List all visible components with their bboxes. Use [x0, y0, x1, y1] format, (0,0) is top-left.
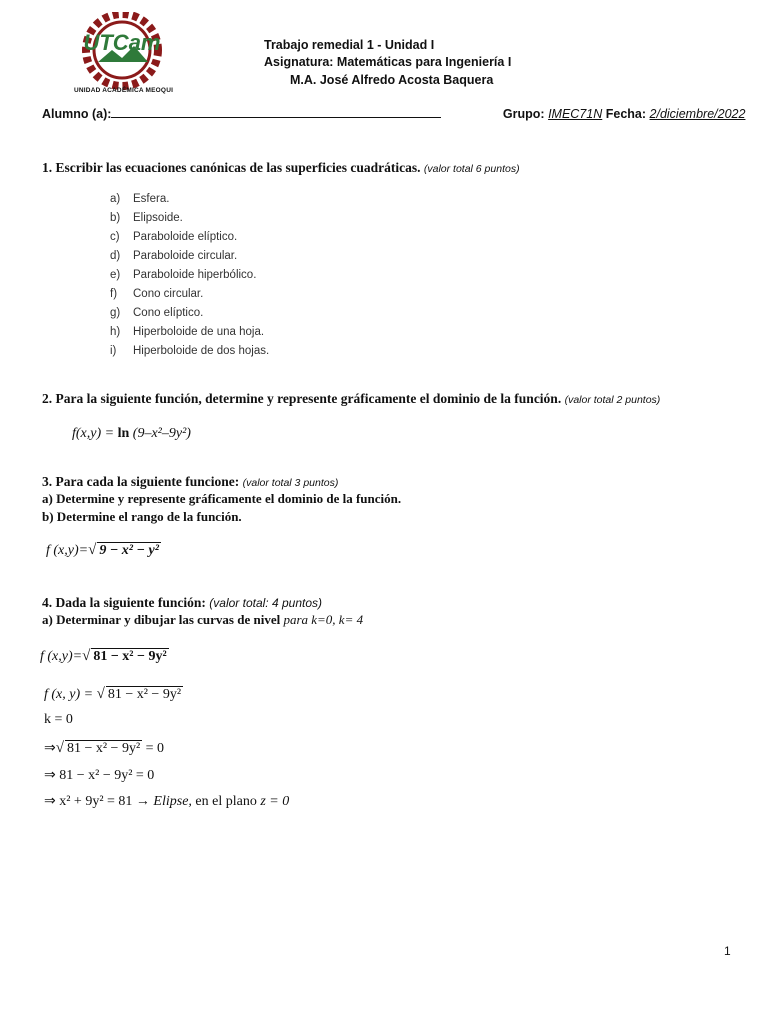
student-info-line	[42, 106, 745, 121]
solution-line-1: f (x, y) = √ 81 − x² − 9y²	[44, 686, 182, 702]
list-item: a) Esfera.	[110, 193, 170, 205]
teacher-line: M.A. José Alfredo Acosta Baquera	[290, 73, 494, 87]
fecha-value: 2/diciembre/2022	[649, 107, 746, 121]
grupo-value: IMEC71N	[548, 107, 603, 121]
solution-line-4: ⇒ 81 − x² − 9y² = 0	[44, 768, 155, 783]
question-3-text: 3. Para cada la siguiente funcione:	[42, 474, 240, 489]
question-1-title	[42, 160, 520, 176]
logo-caption: UNIDAD ACADÉMICA MEOQUI	[74, 87, 174, 94]
list-item: e) Paraboloide hiperbólico.	[110, 269, 257, 281]
list-item: h) Hiperboloide de una hoja.	[110, 326, 265, 338]
fecha-label: Fecha:	[605, 107, 647, 121]
grupo-label: Grupo:	[502, 107, 545, 121]
question-1-note: (valor total 6 puntos)	[423, 163, 520, 175]
question-4-function: f (x,y)=√ 81 − x² − 9y²	[40, 648, 167, 664]
solution-line-2: k = 0	[44, 712, 73, 727]
subject-line: Asignatura: Matemáticas para Ingeniería I	[264, 55, 512, 69]
question-3-function: f (x,y)=√ 9 − x² − y²	[46, 542, 159, 558]
question-4-part-a: a) Determinar y dibujar las curvas de nivel para k=0, k= 4	[42, 612, 364, 627]
question-3-part-a: a) Determine y represente gráficamente el dominio de la función.	[42, 491, 402, 506]
question-2-function: f(x,y) = ln (9–x²–9y²)	[72, 426, 191, 441]
question-4-note: (valor total: 4 puntos)	[209, 596, 323, 610]
question-2-note: (valor total 2 puntos)	[564, 394, 661, 406]
doc-title: Trabajo remedial 1 - Unidad I	[264, 38, 435, 52]
list-item: d) Paraboloide circular.	[110, 250, 238, 262]
question-3-title	[42, 474, 338, 490]
list-item: c) Paraboloide elíptico.	[110, 231, 238, 243]
list-item: g) Cono elíptico.	[110, 307, 204, 319]
question-2-title	[42, 391, 660, 407]
solution-line-5: ⇒ x² + 9y² = 81 → Elipse, en el plano z = 0	[44, 794, 290, 809]
question-3-note: (valor total 3 puntos)	[242, 477, 339, 489]
surface-list	[110, 190, 269, 361]
question-3-part-b: b) Determine el rango de la función.	[42, 509, 242, 524]
question-4-title	[42, 595, 322, 611]
logo-text: UTCam	[83, 30, 161, 55]
alumno-label: Alumno (a):	[42, 107, 112, 121]
question-1-text: 1. Escribir las ecuaciones canónicas de las superficies cuadráticas.	[42, 160, 421, 175]
solution-line-3: ⇒√ 81 − x² − 9y² = 0	[44, 740, 165, 756]
list-item: b) Elipsoide.	[110, 212, 183, 224]
page-number: 1	[724, 944, 731, 958]
alumno-blank[interactable]	[111, 106, 441, 118]
question-4-text: 4. Dada la siguiente función:	[42, 595, 206, 610]
question-2-text: 2. Para la siguiente función, determine y represente gráficamente el dominio de la función.	[42, 391, 562, 406]
list-item: f) Cono circular.	[110, 288, 204, 300]
list-item: i) Hiperboloide de dos hojas.	[110, 345, 270, 357]
